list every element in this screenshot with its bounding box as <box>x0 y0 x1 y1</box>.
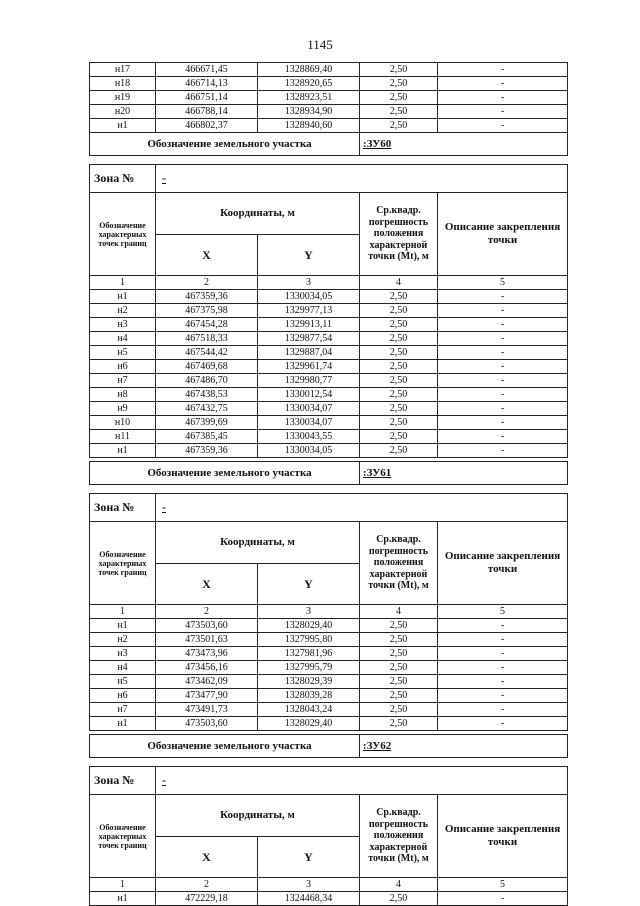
table-row <box>90 633 568 647</box>
y-cell: 1328869,40 <box>258 63 360 77</box>
point-cell: н17 <box>90 63 156 77</box>
table-header-row <box>90 193 568 235</box>
spacer-cell <box>90 485 568 494</box>
description-cell: - <box>438 304 568 318</box>
error-cell: 2,50 <box>360 360 438 374</box>
column-number: 4 <box>360 276 438 290</box>
column-numbers-row <box>90 878 568 892</box>
column-number: 2 <box>156 878 258 892</box>
point-cell: н2 <box>90 633 156 647</box>
parcel-code <box>360 133 568 156</box>
point-cell: н1 <box>90 619 156 633</box>
point-cell: н6 <box>90 360 156 374</box>
point-cell: н3 <box>90 318 156 332</box>
x-cell: 466714,13 <box>156 77 258 91</box>
y-cell: 1329961,74 <box>258 360 360 374</box>
description-cell: - <box>438 633 568 647</box>
y-cell: 1330012,54 <box>258 388 360 402</box>
description-cell: - <box>438 105 568 119</box>
table-row <box>90 430 568 444</box>
x-cell: 467359,36 <box>156 444 258 458</box>
description-cell: - <box>438 388 568 402</box>
table-row <box>90 119 568 133</box>
y-cell: 1330034,07 <box>258 402 360 416</box>
y-cell: 1328029,40 <box>258 717 360 731</box>
description-cell: - <box>438 430 568 444</box>
column-number: 1 <box>90 605 156 619</box>
point-cell: н4 <box>90 332 156 346</box>
parcel-designation-label: Обозначение земельного участка <box>90 462 360 485</box>
table-header-row <box>90 522 568 564</box>
spacer <box>90 758 568 767</box>
document-body <box>89 62 567 906</box>
zone-label: Зона № <box>90 767 156 795</box>
zone-row <box>90 494 568 522</box>
point-cell: н2 <box>90 304 156 318</box>
description-cell: - <box>438 346 568 360</box>
error-cell: 2,50 <box>360 290 438 304</box>
spacer <box>90 156 568 165</box>
point-cell: н11 <box>90 430 156 444</box>
error-cell: 2,50 <box>360 416 438 430</box>
y-header: Y <box>258 564 360 605</box>
table-row <box>90 91 568 105</box>
error-cell: 2,50 <box>360 91 438 105</box>
parcel-code-text: :ЗУ60 <box>363 137 392 150</box>
table-row <box>90 388 568 402</box>
x-cell: 466788,14 <box>156 105 258 119</box>
spacer-cell <box>90 156 568 165</box>
point-cell: н9 <box>90 402 156 416</box>
point-cell: н1 <box>90 290 156 304</box>
y-cell: 1327995,79 <box>258 661 360 675</box>
coordinates-header: Координаты, м <box>156 193 360 235</box>
table-row <box>90 647 568 661</box>
zone-value-text: - <box>162 500 166 514</box>
description-cell: - <box>438 444 568 458</box>
x-cell: 473456,16 <box>156 661 258 675</box>
zone-row <box>90 767 568 795</box>
x-cell: 467375,98 <box>156 304 258 318</box>
x-cell: 466802,37 <box>156 119 258 133</box>
x-cell: 472229,18 <box>156 892 258 906</box>
point-cell: н1 <box>90 892 156 906</box>
x-cell: 467544,42 <box>156 346 258 360</box>
zone-label: Зона № <box>90 165 156 193</box>
x-cell: 467469,68 <box>156 360 258 374</box>
description-cell: - <box>438 290 568 304</box>
point-designation-header: Обозначение характерных точек границ <box>90 522 156 605</box>
parcel-code-text: :ЗУ62 <box>363 739 392 752</box>
point-cell: н4 <box>90 661 156 675</box>
y-cell: 1328940,60 <box>258 119 360 133</box>
y-cell: 1328920,65 <box>258 77 360 91</box>
description-cell: - <box>438 703 568 717</box>
column-numbers-row <box>90 276 568 290</box>
error-header: Ср.квадр. погрешность положения характерной точки (Mt), м <box>360 522 438 605</box>
table-row <box>90 703 568 717</box>
x-header: X <box>156 235 258 276</box>
zone-value-text: - <box>162 171 166 185</box>
point-designation-header: Обозначение характерных точек границ <box>90 193 156 276</box>
description-cell: - <box>438 318 568 332</box>
column-number: 3 <box>258 605 360 619</box>
coordinates-table <box>89 62 568 906</box>
x-cell: 473491,73 <box>156 703 258 717</box>
y-cell: 1328043,24 <box>258 703 360 717</box>
error-cell: 2,50 <box>360 430 438 444</box>
description-cell: - <box>438 91 568 105</box>
description-header: Описание закрепления точки <box>438 795 568 878</box>
x-cell: 466671,45 <box>156 63 258 77</box>
point-cell: н3 <box>90 647 156 661</box>
table-row <box>90 374 568 388</box>
table-row <box>90 63 568 77</box>
table-row <box>90 290 568 304</box>
y-cell: 1330034,07 <box>258 416 360 430</box>
column-number: 4 <box>360 605 438 619</box>
error-cell: 2,50 <box>360 318 438 332</box>
error-cell: 2,50 <box>360 633 438 647</box>
y-cell: 1330043,55 <box>258 430 360 444</box>
point-cell: н7 <box>90 374 156 388</box>
y-cell: 1328039,28 <box>258 689 360 703</box>
error-cell: 2,50 <box>360 689 438 703</box>
x-cell: 473462,09 <box>156 675 258 689</box>
error-cell: 2,50 <box>360 444 438 458</box>
coordinates-header: Координаты, м <box>156 522 360 564</box>
table-header-row <box>90 795 568 837</box>
column-number: 4 <box>360 878 438 892</box>
x-cell: 467438,53 <box>156 388 258 402</box>
point-cell: н7 <box>90 703 156 717</box>
zone-row <box>90 165 568 193</box>
y-header: Y <box>258 235 360 276</box>
error-cell: 2,50 <box>360 619 438 633</box>
table-row <box>90 892 568 906</box>
point-cell: н5 <box>90 346 156 360</box>
parcel-code <box>360 462 568 485</box>
parcel-designation-row <box>90 133 568 156</box>
point-cell: н1 <box>90 444 156 458</box>
description-cell: - <box>438 77 568 91</box>
error-cell: 2,50 <box>360 304 438 318</box>
column-number: 5 <box>438 276 568 290</box>
description-cell: - <box>438 619 568 633</box>
x-cell: 473477,90 <box>156 689 258 703</box>
zone-value <box>156 165 568 193</box>
description-header: Описание закрепления точки <box>438 522 568 605</box>
y-cell: 1329877,54 <box>258 332 360 346</box>
spacer-cell <box>90 758 568 767</box>
column-number: 5 <box>438 878 568 892</box>
table-row <box>90 332 568 346</box>
zone-label: Зона № <box>90 494 156 522</box>
error-cell: 2,50 <box>360 892 438 906</box>
error-cell: 2,50 <box>360 346 438 360</box>
error-cell: 2,50 <box>360 717 438 731</box>
parcel-designation-row <box>90 462 568 485</box>
error-cell: 2,50 <box>360 675 438 689</box>
error-cell: 2,50 <box>360 63 438 77</box>
x-cell: 473503,60 <box>156 619 258 633</box>
column-number: 5 <box>438 605 568 619</box>
error-cell: 2,50 <box>360 647 438 661</box>
table-row <box>90 77 568 91</box>
zone-value <box>156 494 568 522</box>
description-cell: - <box>438 119 568 133</box>
table-row <box>90 689 568 703</box>
x-cell: 466751,14 <box>156 91 258 105</box>
description-cell: - <box>438 374 568 388</box>
table-row <box>90 661 568 675</box>
description-cell: - <box>438 892 568 906</box>
y-cell: 1328934,90 <box>258 105 360 119</box>
error-cell: 2,50 <box>360 703 438 717</box>
description-cell: - <box>438 717 568 731</box>
description-cell: - <box>438 689 568 703</box>
error-cell: 2,50 <box>360 105 438 119</box>
point-cell: н20 <box>90 105 156 119</box>
point-cell: н8 <box>90 388 156 402</box>
x-cell: 467432,75 <box>156 402 258 416</box>
table-row <box>90 105 568 119</box>
point-designation-header: Обозначение характерных точек границ <box>90 795 156 878</box>
parcel-designation-label: Обозначение земельного участка <box>90 735 360 758</box>
y-cell: 1328029,39 <box>258 675 360 689</box>
y-cell: 1324468,34 <box>258 892 360 906</box>
description-cell: - <box>438 402 568 416</box>
error-cell: 2,50 <box>360 77 438 91</box>
column-number: 2 <box>156 276 258 290</box>
description-cell: - <box>438 416 568 430</box>
column-numbers-row <box>90 605 568 619</box>
description-cell: - <box>438 647 568 661</box>
x-cell: 473503,60 <box>156 717 258 731</box>
error-cell: 2,50 <box>360 374 438 388</box>
point-cell: н18 <box>90 77 156 91</box>
description-cell: - <box>438 675 568 689</box>
point-cell: н1 <box>90 119 156 133</box>
point-cell: н5 <box>90 675 156 689</box>
y-header: Y <box>258 837 360 878</box>
x-cell: 473473,96 <box>156 647 258 661</box>
description-cell: - <box>438 63 568 77</box>
point-cell: н1 <box>90 717 156 731</box>
x-cell: 473501,63 <box>156 633 258 647</box>
column-number: 1 <box>90 276 156 290</box>
table-row <box>90 619 568 633</box>
table-row <box>90 318 568 332</box>
column-number: 2 <box>156 605 258 619</box>
table-row <box>90 444 568 458</box>
x-cell: 467385,45 <box>156 430 258 444</box>
column-number: 3 <box>258 878 360 892</box>
parcel-designation-label: Обозначение земельного участка <box>90 133 360 156</box>
table-row <box>90 717 568 731</box>
x-cell: 467454,28 <box>156 318 258 332</box>
error-header: Ср.квадр. погрешность положения характерной точки (Mt), м <box>360 795 438 878</box>
description-cell: - <box>438 332 568 346</box>
table-row <box>90 346 568 360</box>
x-header: X <box>156 564 258 605</box>
y-cell: 1330034,05 <box>258 444 360 458</box>
error-cell: 2,50 <box>360 388 438 402</box>
point-cell: н10 <box>90 416 156 430</box>
table-row <box>90 675 568 689</box>
error-cell: 2,50 <box>360 661 438 675</box>
parcel-code <box>360 735 568 758</box>
y-cell: 1329980,77 <box>258 374 360 388</box>
x-cell: 467518,33 <box>156 332 258 346</box>
y-cell: 1327981,96 <box>258 647 360 661</box>
error-cell: 2,50 <box>360 332 438 346</box>
table-row <box>90 304 568 318</box>
column-number: 1 <box>90 878 156 892</box>
table-row <box>90 402 568 416</box>
y-cell: 1327995,80 <box>258 633 360 647</box>
error-cell: 2,50 <box>360 119 438 133</box>
table-row <box>90 360 568 374</box>
x-header: X <box>156 837 258 878</box>
page-number: 1145 <box>307 37 333 52</box>
y-cell: 1329977,13 <box>258 304 360 318</box>
y-cell: 1328923,51 <box>258 91 360 105</box>
parcel-code-text: :ЗУ61 <box>363 466 392 479</box>
description-cell: - <box>438 661 568 675</box>
zone-value-text: - <box>162 773 166 787</box>
error-header: Ср.квадр. погрешность положения характерной точки (Mt), м <box>360 193 438 276</box>
column-number: 3 <box>258 276 360 290</box>
y-cell: 1329913,11 <box>258 318 360 332</box>
description-cell: - <box>438 360 568 374</box>
y-cell: 1328029,40 <box>258 619 360 633</box>
x-cell: 467359,36 <box>156 290 258 304</box>
x-cell: 467399,69 <box>156 416 258 430</box>
coordinates-header: Координаты, м <box>156 795 360 837</box>
point-cell: н6 <box>90 689 156 703</box>
error-cell: 2,50 <box>360 402 438 416</box>
y-cell: 1329887,04 <box>258 346 360 360</box>
zone-value <box>156 767 568 795</box>
spacer <box>90 485 568 494</box>
description-header: Описание закрепления точки <box>438 193 568 276</box>
y-cell: 1330034,05 <box>258 290 360 304</box>
point-cell: н19 <box>90 91 156 105</box>
table-row <box>90 416 568 430</box>
parcel-designation-row <box>90 735 568 758</box>
x-cell: 467486,70 <box>156 374 258 388</box>
